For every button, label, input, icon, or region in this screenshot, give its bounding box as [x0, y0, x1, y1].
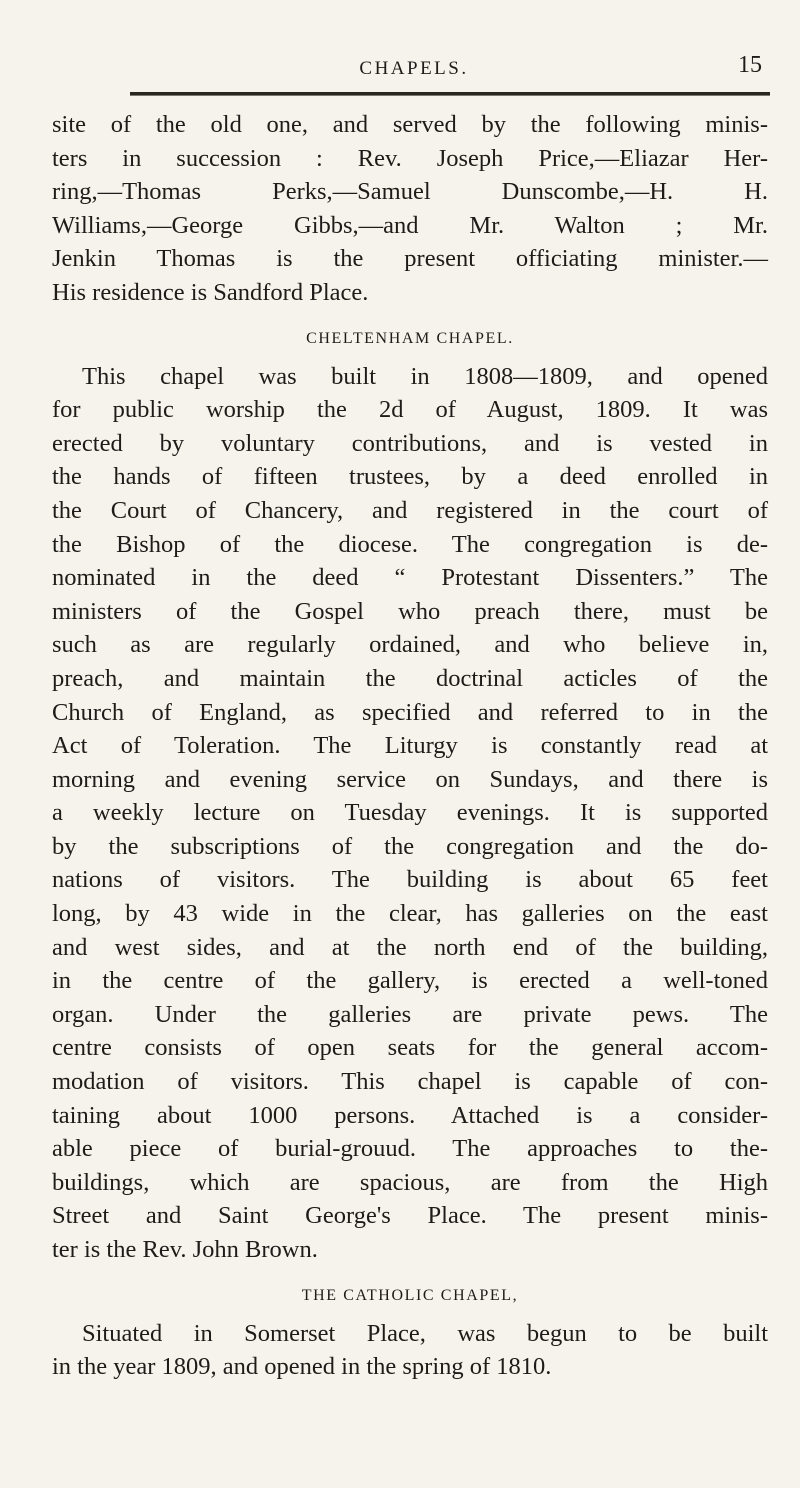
section-heading-cheltenham-chapel: CHELTENHAM CHAPEL.	[306, 329, 514, 347]
body-text	[52, 108, 768, 1384]
text-line: a weekly lecture on Tuesday evenings. It is supported	[52, 799, 768, 827]
text-line: able piece of burial-grouud. The approaches to the-	[52, 1135, 768, 1163]
text-line: site of the old one, and served by the following minis-	[52, 111, 768, 138]
text-line: nations of visitors. The building is about 65 feet	[52, 866, 768, 894]
section-heading-catholic-chapel: THE CATHOLIC CHAPEL,	[301, 1286, 519, 1304]
text-line: ter is the Rev. John Brown.	[52, 1236, 318, 1263]
text-line: His residence is Sandford Place.	[52, 278, 369, 306]
text-line: by the subscriptions of the congregation and the do-	[52, 832, 768, 860]
text-line: preach, and maintain the doctrinal acticles of the	[52, 664, 768, 692]
text-line: morning and evening service on Sundays, and there is	[52, 765, 768, 793]
text-line: the Court of Chancery, and registered in the court of	[52, 496, 768, 524]
text-line: organ. Under the galleries are private pews. The	[52, 1000, 768, 1028]
text-line: erected by voluntary contributions, and is vested in	[52, 429, 768, 457]
text-line: Act of Toleration. The Liturgy is constantly read at	[52, 732, 768, 760]
text-line: in the year 1809, and opened in the spring of 1810.	[52, 1353, 552, 1381]
text-line: in the centre of the gallery, is erected a well-toned	[52, 967, 768, 995]
catholic-chapel-paragraph	[52, 1317, 768, 1384]
text-line: modation of visitors. This chapel is capable of con-	[52, 1068, 768, 1096]
text-line: Jenkin Thomas is the present officiating minister.—	[52, 245, 768, 273]
text-line: Street and Saint George's Place. The present minis-	[52, 1202, 768, 1230]
text-line: taining about 1000 persons. Attached is a consider-	[52, 1101, 768, 1129]
page-number: 15	[738, 52, 762, 78]
text-line: ters in succession : Rev. Joseph Price,—Eliazar Her-	[52, 144, 768, 172]
cheltenham-chapel-paragraph	[52, 360, 768, 1267]
intro-paragraph	[52, 108, 768, 310]
text-line: nominated in the deed “ Protestant Dissenters.” The	[52, 564, 768, 592]
text-line: the Bishop of the diocese. The congregation is de-	[52, 530, 768, 558]
running-title: CHAPELS.	[359, 58, 469, 79]
text-line: such as are regularly ordained, and who believe in,	[52, 631, 768, 659]
text-line: This chapel was built in 1808—1809, and opened	[82, 362, 768, 390]
text-line: for public worship the 2d of August, 1809. It was	[52, 396, 768, 424]
text-line: centre consists of open seats for the general accom-	[52, 1034, 768, 1062]
text-line: and west sides, and at the north end of the building,	[52, 933, 768, 961]
text-line: buildings, which are spacious, are from the High	[52, 1168, 768, 1196]
text-line: long, by 43 wide in the clear, has galleries on the east	[52, 900, 768, 928]
text-line: Williams,—George Gibbs,—and Mr. Walton ; Mr.	[52, 211, 768, 239]
running-head	[0, 58, 800, 80]
text-line: Situated in Somerset Place, was begun to be built	[82, 1319, 768, 1347]
text-line: ring,—Thomas Perks,—Samuel Dunscombe,—H. H.	[52, 178, 768, 206]
text-line: the hands of fifteen trustees, by a deed enrolled in	[52, 463, 768, 491]
text-line: Church of England, as specified and referred to in the	[52, 698, 768, 726]
text-line: ministers of the Gospel who preach there, must be	[52, 597, 768, 625]
header-rule	[130, 92, 770, 96]
